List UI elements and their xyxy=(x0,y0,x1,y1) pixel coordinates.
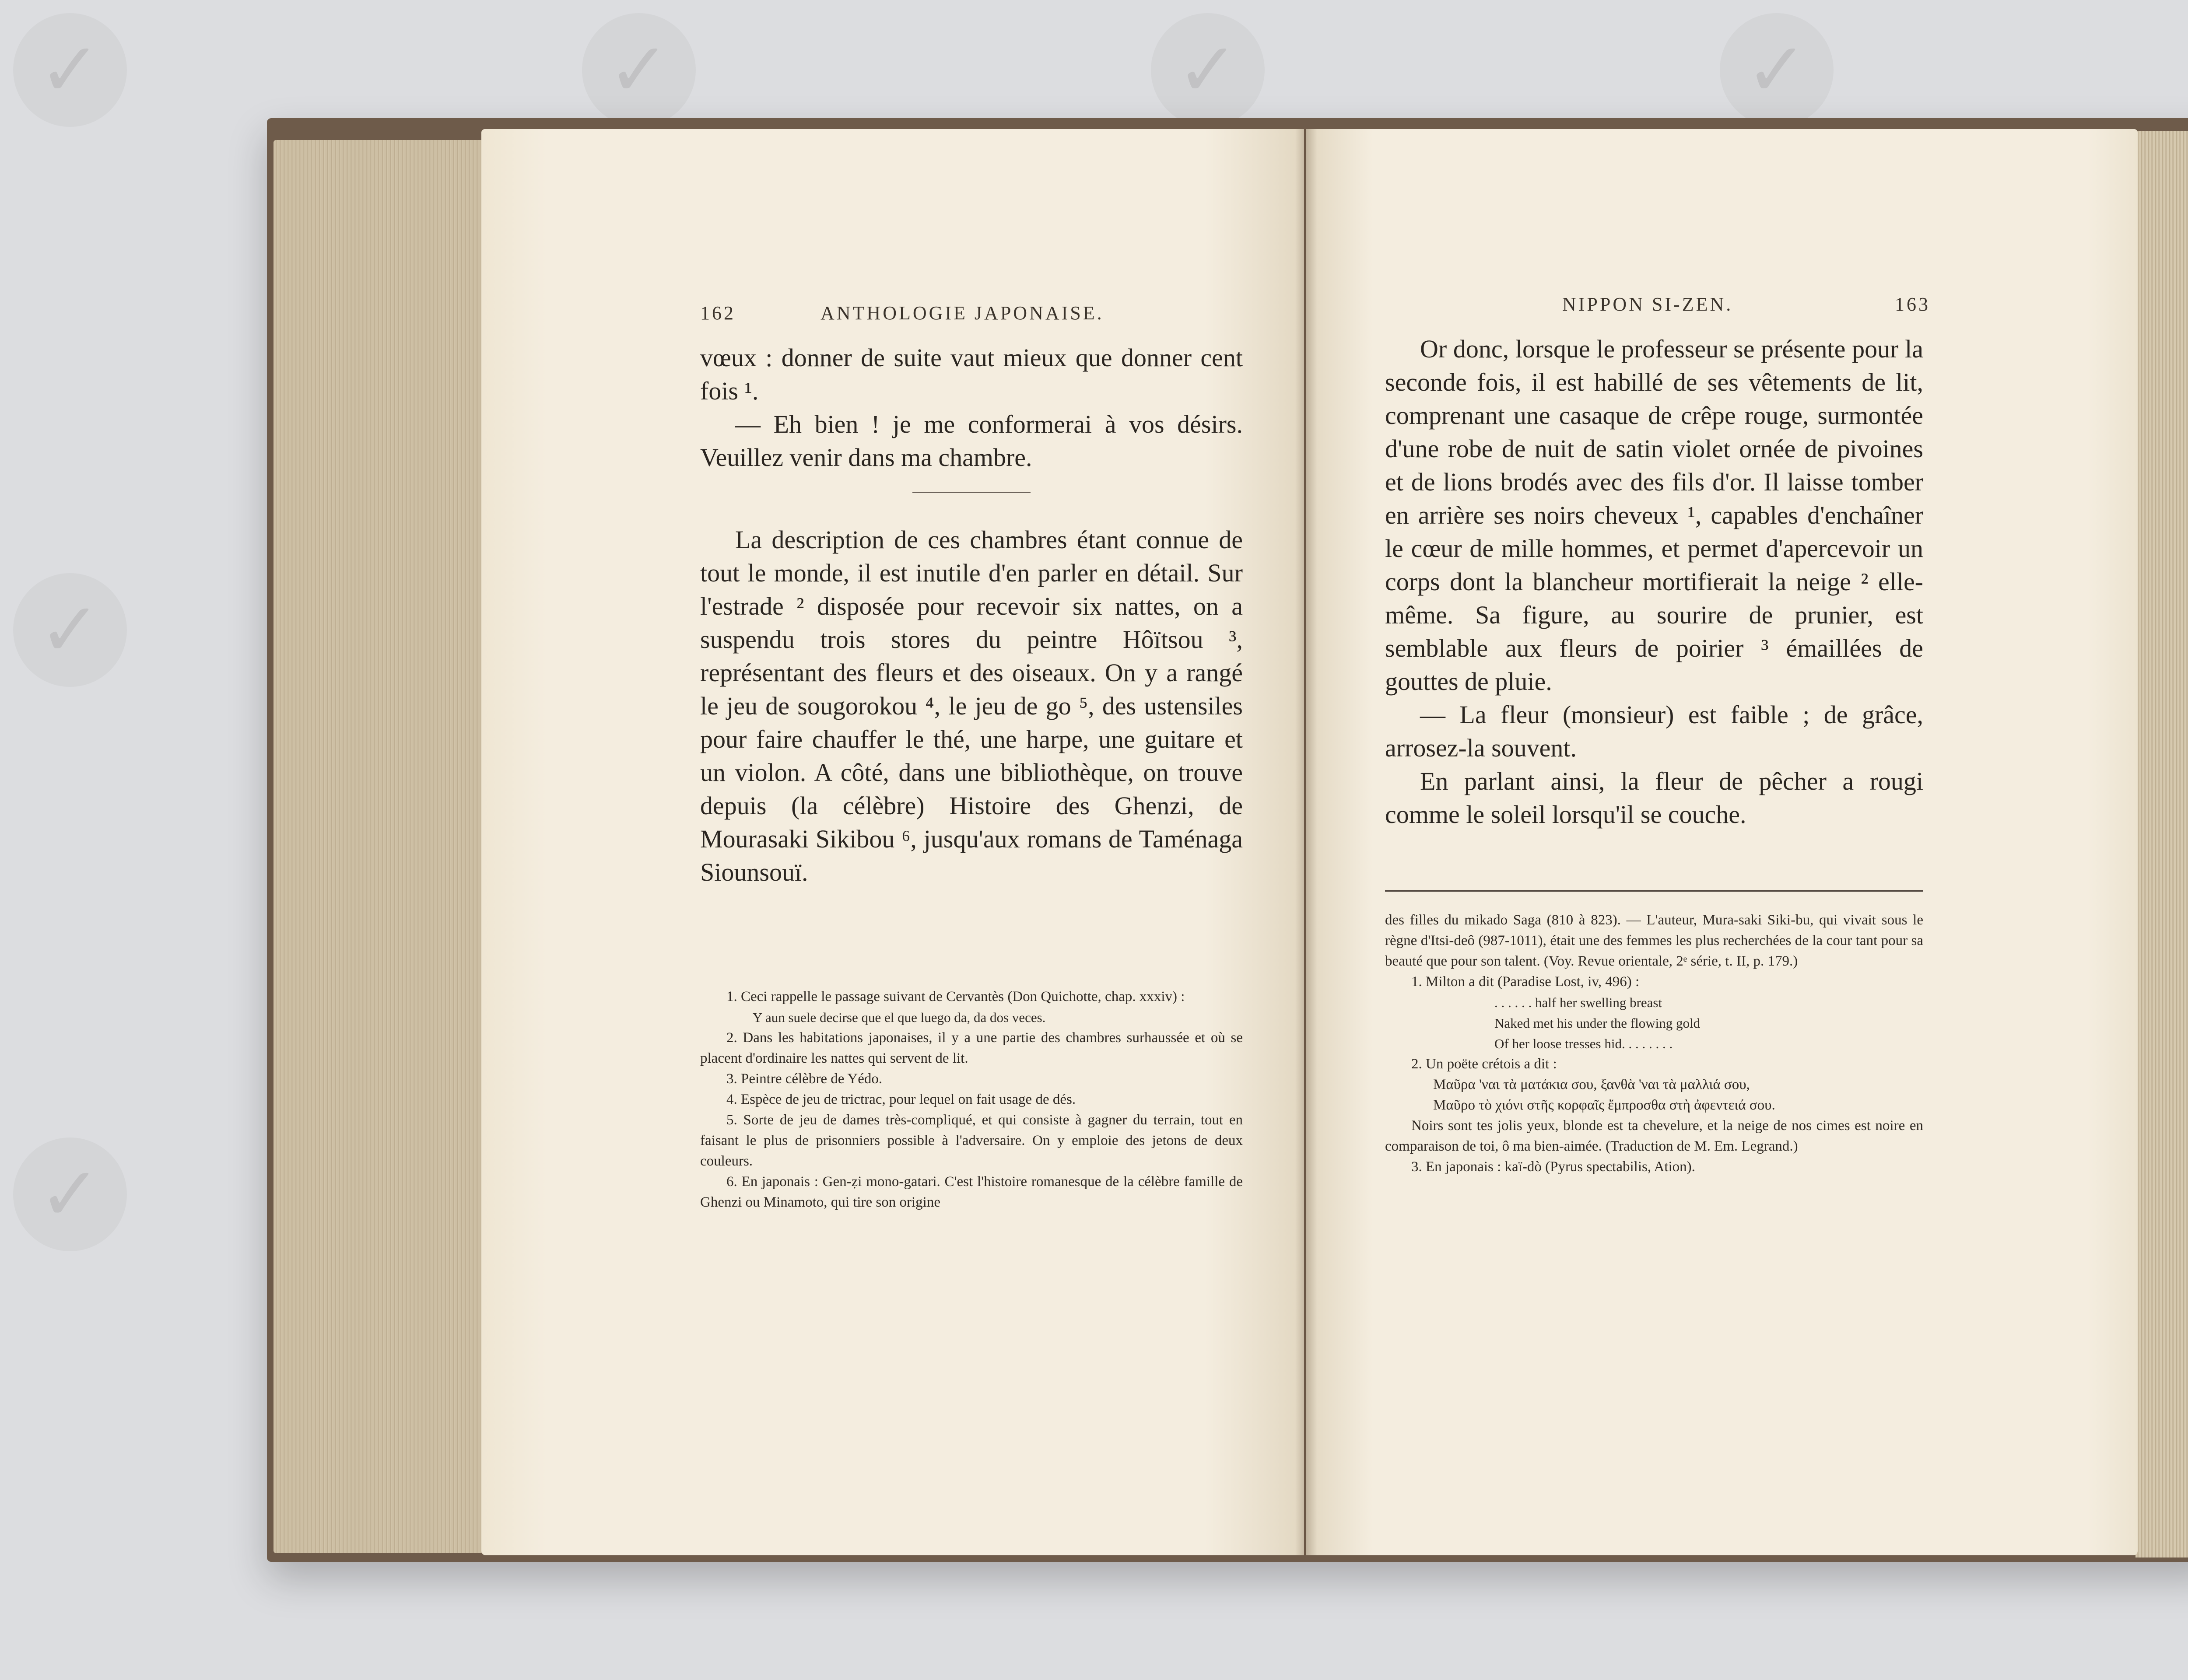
paragraph: — Eh bien ! je me conformerai à vos désirs. Veuillez venir dans ma chambre. xyxy=(700,410,1243,472)
footnote-verse: Naked met his under the flowing gold xyxy=(1494,1015,1701,1031)
paragraph: En parlant ainsi, la fleur de pêcher a rougi comme le soleil lorsqu'il se couche. xyxy=(1385,767,1923,829)
watermark-logo: ✓ xyxy=(1151,13,1265,127)
footnote: 5. Sorte de jeu de dames très-compliqué, et qui consiste à gagner du terrain, tout en faisant le plus de prisonniers possible à l'adversaire. On y emploie des jetons de deux couleurs. xyxy=(700,1112,1243,1169)
footnote-greek-verse: Μαῦρα 'ναι τὰ ματάκια σου, ξανθὰ 'ναι τὰ μαλλιά σου, xyxy=(1433,1077,1750,1092)
page-number: 163 xyxy=(1895,294,1930,315)
main-text xyxy=(1385,332,1923,831)
footnotes xyxy=(1385,910,1923,1177)
watermark-logo: ✓ xyxy=(13,13,127,127)
section-divider xyxy=(912,492,1031,493)
page-edges-left xyxy=(274,140,484,1553)
watermark-logo: ✓ xyxy=(1720,13,1834,127)
footnote: des filles du mikado Saga (810 à 823). — L'auteur, Mura-saki Siki-bu, qui vivait sous le règne d'Itsi-deô (987-1011), était une des femmes les plus recherchées de la cour tant pour sa beauté que pour son talent. (Voy. Revue orientale, 2ᵉ série, t. II, p. 179.) xyxy=(1385,912,1923,969)
footnote: 2. Un poëte crétois a dit : xyxy=(1411,1056,1557,1072)
watermark-logo: ✓ xyxy=(13,573,127,687)
footnotes xyxy=(700,987,1243,1213)
paragraph: La description de ces chambres étant connue de tout le monde, il est inutile d'en parler en détail. Sur l'estrade ² disposée pour recevoir six nattes, on a suspendu trois stores du peintre Hôïtsou ³, représentant des fleurs et des oiseaux. On y a rangé le jeu de sougorokou ⁴, le jeu de go ⁵, des ustensiles pour faire chauffer le thé, une harpe, une guitare et un violon. A côté, dans une bibliothèque, on trouve depuis (la célèbre) Histoire des Ghenzi, de Mourasaki Sikibou ⁶, jusqu'aux romans de Taménaga Siounsouï. xyxy=(700,525,1243,886)
watermark-logo: ✓ xyxy=(13,1138,127,1251)
footnote: 3. Peintre célèbre de Yédo. xyxy=(726,1071,883,1087)
footnote-quote: Y aun suele decirse que el que luego da, da dos veces. xyxy=(753,1010,1046,1025)
footnote: 1. Ceci rappelle le passage suivant de Cervantès (Don Quichotte, chap. xxxiv) : xyxy=(726,989,1185,1004)
footnote-greek-verse: Μαῦρο τὸ χιόνι στῆς κορφαῖς ἔμπροσθα στὴ ἀφεντειά σου. xyxy=(1433,1097,1775,1113)
footnote: 6. En japonais : Gen-ẓi mono-gatari. C'est l'histoire romanesque de la célèbre famille de Ghenzi ou Minamoto, qui tire son origine xyxy=(700,1174,1243,1210)
footnote-verse: Of her loose tresses hid. . . . . . . . xyxy=(1494,1036,1673,1051)
paragraph: vœux : donner de suite vaut mieux que donner cent fois ¹. xyxy=(700,343,1243,405)
running-title: NIPPON SI-ZEN. xyxy=(1562,294,1733,315)
page-number: 162 xyxy=(700,302,736,324)
paragraph: Or donc, lorsque le professeur se présente pour la seconde fois, il est habillé de ses vêtements de lit, comprenant une casaque de crêpe rouge, surmontée d'une robe de nuit de satin violet ornée de pivoines et de lions brodés avec des fils d'or. Il laisse tomber en arrière ses noirs cheveux ¹, capables d'enchaîner le cœur de mille hommes, et permet d'apercevoir un corps dont la blancheur mortifierait la neige ² elle-même. Sa figure, au sourire de prunier, est semblable aux fleurs de poirier ³ émaillées de gouttes de pluie. xyxy=(1385,335,1923,696)
footnote: 3. En japonais : kaï-dò (Pyrus spectabilis, Ation). xyxy=(1411,1159,1695,1175)
page-edges-right xyxy=(2135,131,2188,1558)
book-gutter xyxy=(1295,129,1317,1555)
footnote-verse: . . . . . . half her swelling breast xyxy=(1494,995,1662,1010)
footnote-divider xyxy=(1385,890,1923,892)
footnote: 4. Espèce de jeu de trictrac, pour lequel on fait usage de dés. xyxy=(726,1092,1076,1107)
paragraph: — La fleur (monsieur) est faible ; de grâce, arrosez-la souvent. xyxy=(1385,700,1923,762)
running-title: ANTHOLOGIE JAPONAISE. xyxy=(820,302,1104,324)
main-text xyxy=(700,341,1243,889)
watermark-logo: ✓ xyxy=(582,13,696,127)
footnote-translation: Noirs sont tes jolis yeux, blonde est ta chevelure, et la neige de nos cimes est noire en comparaison de toi, ô ma bien-aimée. (Traduction de M. Em. Legrand.) xyxy=(1385,1118,1923,1154)
footnote: 1. Milton a dit (Paradise Lost, iv, 496) : xyxy=(1411,974,1640,990)
footnote: 2. Dans les habitations japonaises, il y a une partie des chambres surhaussée et où se placent d'ordinaire les nattes qui servent de lit. xyxy=(700,1030,1243,1066)
